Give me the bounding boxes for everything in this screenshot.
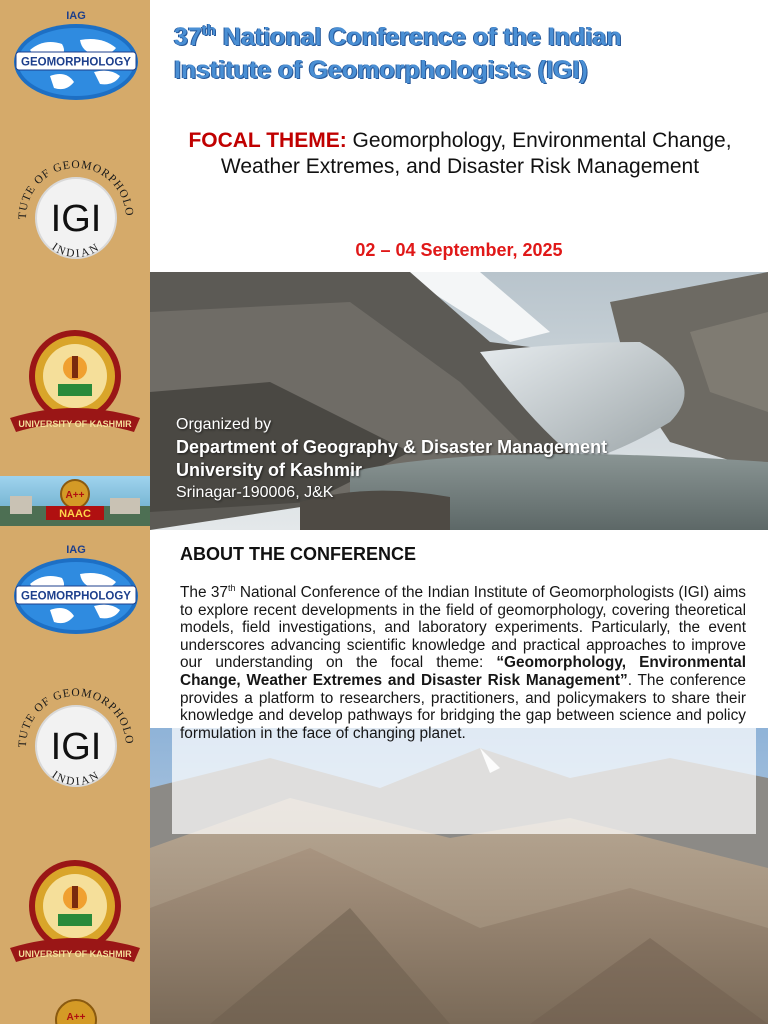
igi-logo-secondary (12, 682, 140, 810)
igi-center-text: IGI (50, 198, 102, 240)
title-ordinal: th (201, 22, 216, 39)
naac-seal-partial-icon (48, 996, 104, 1024)
globe-icon (10, 10, 142, 102)
igi-center-text-secondary: IGI (50, 726, 102, 768)
iag-logo (10, 10, 142, 102)
organizer-department: Department of Geography & Disaster Management (176, 437, 608, 457)
organizer-university: University of Kashmir (176, 460, 363, 480)
book-icon (58, 384, 92, 396)
focal-theme-text: Geomorphology, Environmental Change, Weather Extremes, and Disaster Risk Management (220, 129, 732, 178)
igi-ring-top-text: TUTE OF GEOMORPHOLO (16, 158, 136, 220)
university-seal-secondary (4, 856, 146, 974)
ku-banner-text: UNIVERSITY OF KASHMIR (18, 419, 132, 429)
naac-label-text: NAAC (59, 508, 91, 520)
naac-badge-strip (0, 476, 150, 526)
about-text-start: The 37 (180, 584, 228, 601)
title-line2: Institute of Geomorphologists (IGI) (174, 56, 588, 84)
title-number: 37 (174, 23, 202, 51)
organizer-block (176, 414, 607, 504)
ku-banner-text-secondary: UNIVERSITY OF KASHMIR (18, 949, 132, 959)
page-title (174, 14, 754, 87)
focal-theme-label: FOCAL THEME: (188, 129, 347, 152)
about-text-end: . The conference provides a platform to researchers, practitioners, and policymakers to share their knowledge and develop pathways for bridging the gap between science and policy formulation in the face of changing planet. (180, 671, 746, 742)
focal-theme (180, 128, 740, 180)
university-seal (4, 326, 146, 444)
organizer-address: Srinagar-190006, J&K (176, 484, 334, 501)
title-line1: National Conference of the Indian (215, 23, 622, 51)
header-section (150, 0, 768, 272)
iag-logo-label: IAG (66, 10, 86, 22)
organized-by-label: Organized by (176, 416, 272, 433)
iag-band-text-secondary: GEOMORPHOLOGY (21, 590, 131, 603)
about-focal-theme: “Geomorphology, Environmental Change, Weather Extremes and Disaster Risk Management” (180, 654, 746, 689)
naac-grade-text-partial: A++ (66, 1012, 86, 1023)
about-ordinal: th (227, 583, 236, 593)
sidebar-panel (0, 0, 150, 1024)
naac-grade-text: A++ (65, 490, 85, 501)
globe-icon (10, 544, 142, 636)
about-paragraph (180, 584, 746, 742)
igi-ring-top-text-secondary: TUTE OF GEOMORPHOLO (16, 686, 136, 748)
iag-band-text: GEOMORPHOLOGY (21, 56, 131, 69)
conference-date: 02 – 04 September, 2025 (355, 240, 563, 260)
iag-logo-secondary (10, 544, 142, 636)
about-heading: ABOUT THE CONFERENCE (180, 544, 417, 564)
book-icon (58, 914, 92, 926)
iag-logo-label-secondary: IAG (66, 544, 86, 556)
igi-ring-bottom-text-secondary: INDIAN (49, 768, 103, 789)
igi-ring-bottom-text: INDIAN (49, 240, 103, 261)
igi-logo (12, 154, 140, 282)
about-text-mid: National Conference of the Indian Institute of Geomorphologists (IGI) aims to explore recent developments in the field of geomorphology, covering theoretical models, field investigations, and laboratory experiments. Particularly, the event underscores advancing scientific knowledge and practical approaches to improve our understanding on the focal theme: (180, 584, 746, 672)
